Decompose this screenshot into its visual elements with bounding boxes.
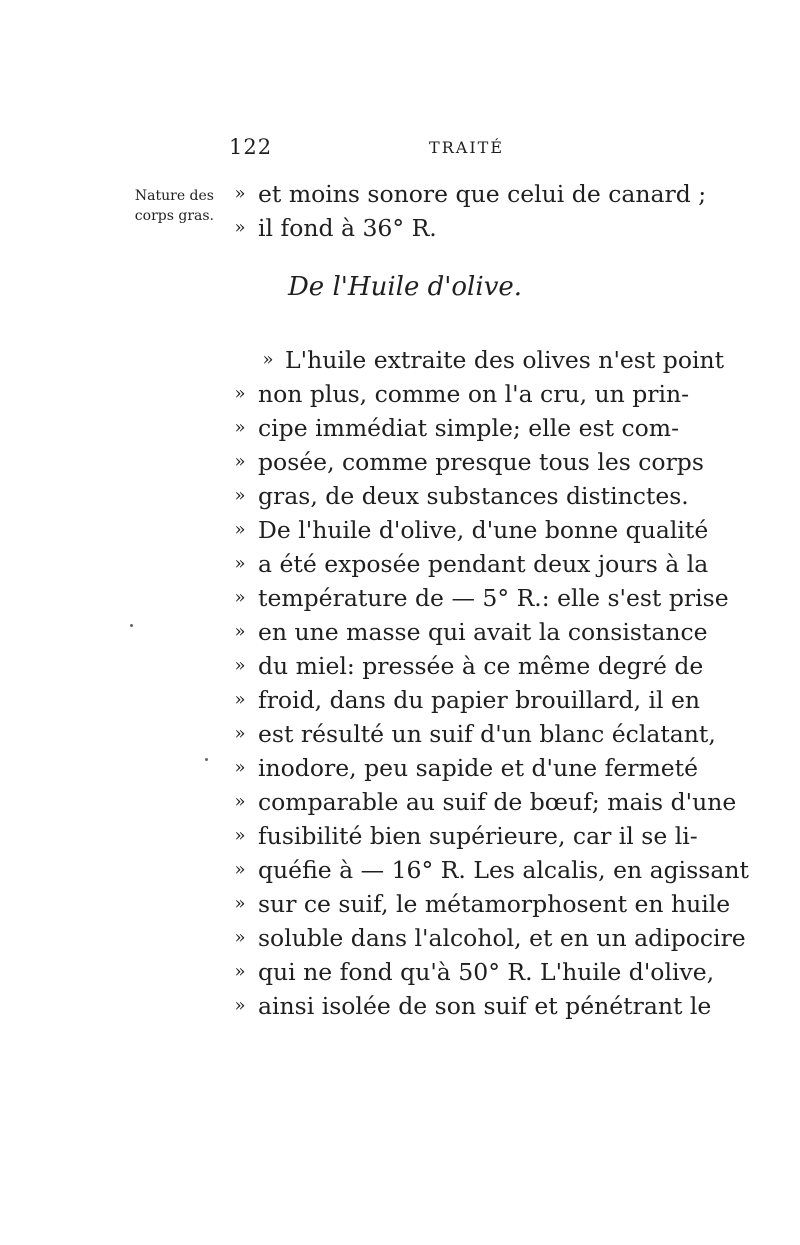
quote-mark: » xyxy=(234,689,246,710)
line-text: froid, dans du papier brouillard, il en xyxy=(258,686,701,714)
quote-mark: » xyxy=(234,417,246,438)
text-line xyxy=(0,887,800,921)
text-line xyxy=(0,177,800,211)
line-text: sur ce suif, le métamorphosent en huile xyxy=(258,890,731,918)
text-line xyxy=(0,581,800,615)
line-text: De l'huile d'olive, d'une bonne qualité xyxy=(258,516,709,544)
line-text: du miel: pressée à ce même degré de xyxy=(258,652,704,680)
line-text: et moins sonore que celui de canard ; xyxy=(258,180,707,208)
quote-mark: » xyxy=(234,553,246,574)
quote-mark: » xyxy=(234,757,246,778)
text-line xyxy=(0,377,800,411)
text-line xyxy=(0,411,800,445)
quote-mark: » xyxy=(234,961,246,982)
text-line xyxy=(0,989,800,1023)
line-text: posée, comme presque tous les corps xyxy=(258,448,704,476)
text-line xyxy=(0,445,800,479)
text-line xyxy=(0,649,800,683)
line-text: gras, de deux substances distinctes. xyxy=(258,482,689,510)
line-text: il fond à 36° R. xyxy=(258,214,437,242)
quote-mark: » xyxy=(234,825,246,846)
line-text: soluble dans l'alcohol, et en un adipocire xyxy=(258,924,746,952)
ink-speck xyxy=(205,758,208,761)
quote-mark: » xyxy=(234,723,246,744)
line-text: inodore, peu sapide et d'une fermeté xyxy=(258,754,699,782)
quote-mark: » xyxy=(234,217,246,238)
quote-mark: » xyxy=(262,349,274,370)
text-line xyxy=(0,513,800,547)
text-line xyxy=(0,479,800,513)
quote-mark: » xyxy=(234,927,246,948)
quote-mark: » xyxy=(234,995,246,1016)
quote-mark: » xyxy=(234,791,246,812)
section-title: De l'Huile d'olive. xyxy=(287,272,523,302)
quote-mark: » xyxy=(234,893,246,914)
running-head: TRAITÉ xyxy=(429,138,504,157)
quote-mark: » xyxy=(234,519,246,540)
text-line xyxy=(0,819,800,853)
text-line xyxy=(0,547,800,581)
quote-mark: » xyxy=(234,587,246,608)
text-line xyxy=(0,343,800,377)
text-line xyxy=(0,853,800,887)
quote-mark: » xyxy=(234,621,246,642)
line-text: ainsi isolée de son suif et pénétrant le xyxy=(258,992,712,1020)
line-text: fusibilité bien supérieure, car il se li- xyxy=(258,822,698,850)
ink-speck xyxy=(130,624,133,627)
text-line xyxy=(0,717,800,751)
line-text: L'huile extraite des olives n'est point xyxy=(285,346,725,374)
text-line xyxy=(0,751,800,785)
text-line xyxy=(0,211,800,245)
text-line xyxy=(0,921,800,955)
text-line xyxy=(0,683,800,717)
line-text: en une masse qui avait la consistance xyxy=(258,618,708,646)
quote-mark: » xyxy=(234,655,246,676)
quote-mark: » xyxy=(234,859,246,880)
quote-mark: » xyxy=(234,383,246,404)
line-text: qui ne fond qu'à 50° R. L'huile d'olive, xyxy=(258,958,715,986)
text-line xyxy=(0,785,800,819)
side-note-line: Nature des xyxy=(134,188,214,204)
line-text: a été exposée pendant deux jours à la xyxy=(258,550,709,578)
side-note-line: corps gras. xyxy=(134,208,214,224)
quote-mark: » xyxy=(234,183,246,204)
line-text: cipe immédiat simple; elle est com- xyxy=(258,414,680,442)
text-line xyxy=(0,955,800,989)
quote-mark: » xyxy=(234,485,246,506)
line-text: non plus, comme on l'a cru, un prin- xyxy=(258,380,690,408)
line-text: quéfie à — 16° R. Les alcalis, en agissant xyxy=(258,856,749,884)
line-text: température de — 5° R.: elle s'est prise xyxy=(258,584,729,612)
line-text: est résulté un suif d'un blanc éclatant, xyxy=(258,720,716,748)
text-line xyxy=(0,615,800,649)
line-text: comparable au suif de bœuf; mais d'une xyxy=(258,788,737,816)
quote-mark: » xyxy=(234,451,246,472)
page-number: 122 xyxy=(229,135,273,159)
